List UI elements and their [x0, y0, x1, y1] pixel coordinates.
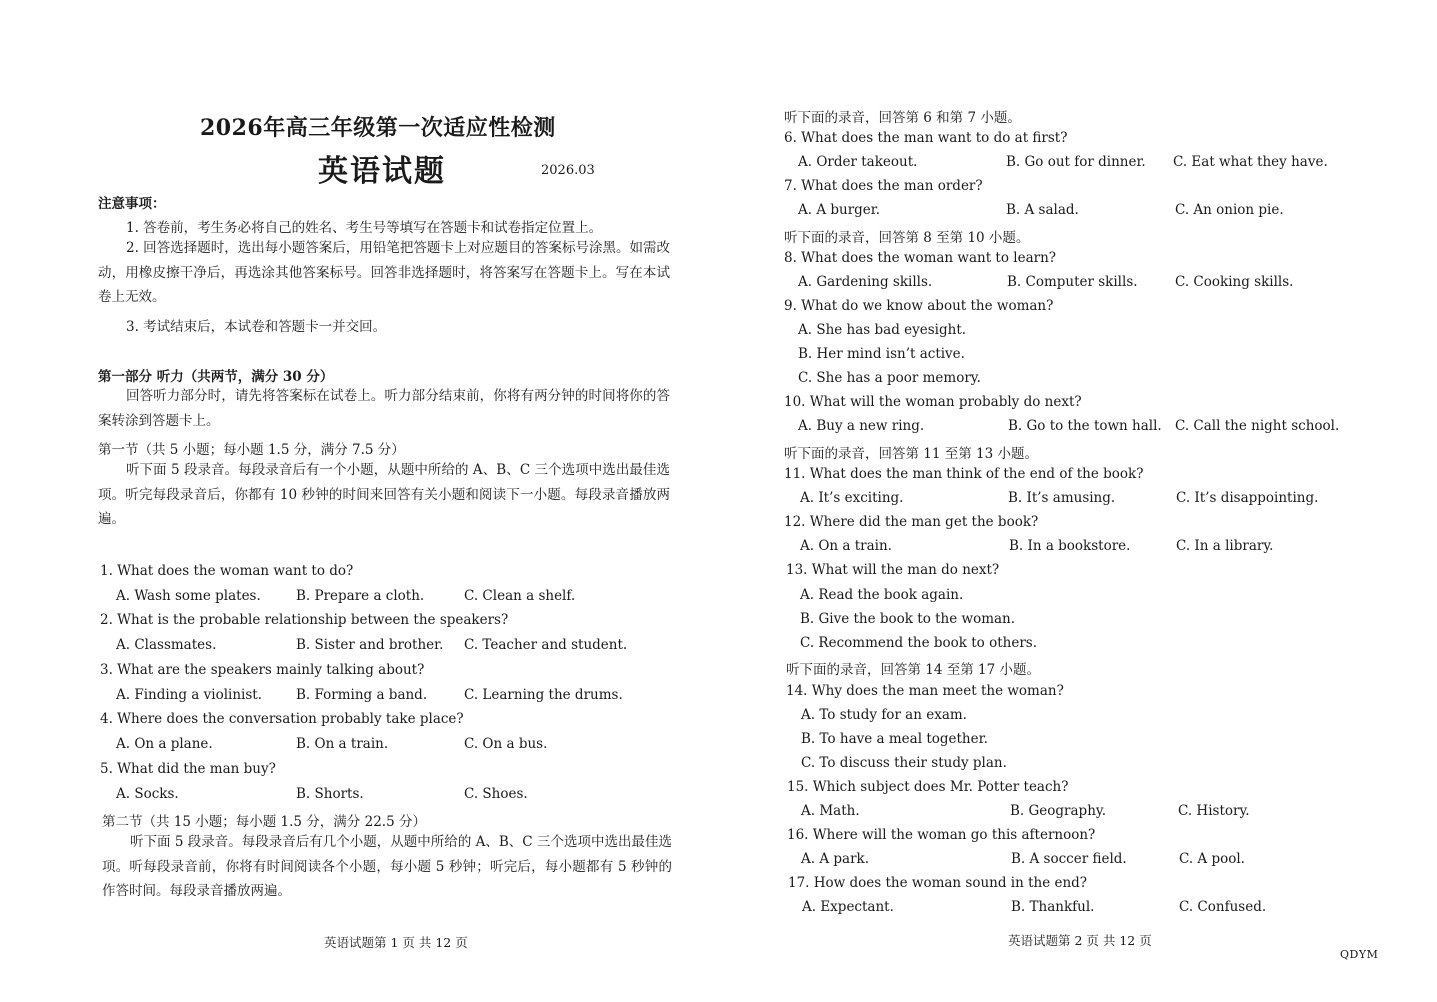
question-9-option-b: B. Her mind isn’t active.: [798, 346, 965, 362]
question-17-option-a: A. Expectant.: [802, 899, 894, 915]
question-8: 8. What does the woman want to learn?: [784, 250, 1057, 266]
question-1-option-c: C. Clean a shelf.: [464, 588, 576, 604]
question-10-option-b: B. Go to the town hall.: [1008, 418, 1162, 434]
question-17-option-c: C. Confused.: [1179, 899, 1267, 915]
page-1-footer: 英语试题第 1 页 共 12 页: [324, 935, 468, 950]
question-16-option-b: B. A soccer field.: [1011, 851, 1127, 867]
question-4-option-a: A. On a plane.: [116, 736, 213, 752]
notice-item-2: 2. 回答选择题时，选出每小题答案后，用铅笔把答题卡上对应题目的答案标号涂黑。如需改动，用橡皮擦干净后，再选涂其他答案标号。回答非选择题时，将答案写在答题卡上。写在本试卷上无效。: [98, 240, 670, 305]
section2-intro: 听下面 5 段录音。每段录音后有几个小题，从题中所给的 A、B、C 三个选项中选出最佳选项。听每段录音前，你将有时间阅读各个小题，每小题 5 秒钟；听完后，每小题都有 5 秒钟的作答时间。每段录音播放两遍。: [102, 834, 672, 899]
question-17: 17. How does the woman sound in the end?: [788, 875, 1088, 891]
question-2-option-a: A. Classmates.: [116, 637, 217, 653]
question-7-option-a: A. A burger.: [798, 202, 881, 218]
exam-page-1: [0, 0, 700, 1002]
question-1-option-b: B. Prepare a cloth.: [296, 588, 425, 604]
question-13: 13. What will the man do next?: [786, 562, 1000, 578]
question-2: 2. What is the probable relationship between the speakers?: [100, 612, 509, 628]
question-5-option-a: A. Socks.: [116, 786, 179, 802]
intro-q11-q13: 听下面的录音，回答第 11 至第 13 小题。: [784, 446, 1039, 462]
question-8-option-b: B. Computer skills.: [1007, 274, 1138, 290]
part1-intro: 回答听力部分时，请先将答案标在试卷上。听力部分结束前，你将有两分钟的时间将你的答案转涂到答题卡上。: [98, 388, 670, 429]
question-6-option-c: C. Eat what they have.: [1173, 154, 1328, 170]
question-9-option-c: C. She has a poor memory.: [798, 370, 981, 386]
question-15-option-b: B. Geography.: [1010, 803, 1107, 819]
question-7-option-b: B. A salad.: [1006, 202, 1079, 218]
exam-code: QDYM: [1340, 948, 1379, 961]
exam-subtitle: 英语试题: [318, 154, 446, 189]
question-9-option-a: A. She has bad eyesight.: [798, 322, 967, 338]
question-11-option-b: B. It’s amusing.: [1008, 490, 1116, 506]
question-3-option-a: A. Finding a violinist.: [116, 687, 263, 703]
question-16: 16. Where will the woman go this afternoon?: [787, 827, 1096, 843]
question-10-option-c: C. Call the night school.: [1175, 418, 1340, 434]
section1-heading: 第一节（共 5 小题；每小题 1.5 分，满分 7.5 分）: [98, 442, 405, 458]
question-6-option-a: A. Order takeout.: [798, 154, 918, 170]
question-5: 5. What did the man buy?: [100, 761, 276, 777]
question-8-option-a: A. Gardening skills.: [798, 274, 933, 290]
question-12-option-b: B. In a bookstore.: [1009, 538, 1131, 554]
question-4-option-c: C. On a bus.: [464, 736, 548, 752]
question-14-option-c: C. To discuss their study plan.: [801, 755, 1007, 771]
page-2-footer: 英语试题第 2 页 共 12 页: [1008, 933, 1152, 948]
question-7: 7. What does the man order?: [784, 178, 983, 194]
question-6: 6. What does the man want to do at first?: [784, 130, 1068, 146]
question-13-option-c: C. Recommend the book to others.: [800, 635, 1038, 651]
question-2-option-c: C. Teacher and student.: [464, 637, 628, 653]
intro-q6-q7: 听下面的录音，回答第 6 和第 7 小题。: [784, 110, 1021, 126]
section2-heading: 第二节（共 15 小题；每小题 1.5 分，满分 22.5 分）: [102, 814, 426, 830]
question-14: 14. Why does the man meet the woman?: [786, 683, 1064, 699]
question-16-option-a: A. A park.: [801, 851, 869, 867]
question-13-option-a: A. Read the book again.: [800, 587, 964, 603]
question-4-option-b: B. On a train.: [296, 736, 389, 752]
question-14-option-b: B. To have a meal together.: [801, 731, 988, 747]
section1-intro: 听下面 5 段录音。每段录音后有一个小题，从题中所给的 A、B、C 三个选项中选出最佳选项。听完每段录音后，你都有 10 秒钟的时间来回答有关小题和阅读下一小题。每段录音播放两遍。: [98, 462, 670, 527]
question-5-option-c: C. Shoes.: [464, 786, 528, 802]
exam-page-2: [700, 0, 1437, 1002]
question-11-option-c: C. It’s disappointing.: [1176, 490, 1319, 506]
intro-q14-q17: 听下面的录音，回答第 14 至第 17 小题。: [786, 662, 1041, 678]
question-14-option-a: A. To study for an exam.: [801, 707, 967, 723]
question-12-option-c: C. In a library.: [1176, 538, 1274, 554]
question-11: 11. What does the man think of the end of the book?: [784, 466, 1144, 482]
question-10-option-a: A. Buy a new ring.: [798, 418, 925, 434]
question-15-option-c: C. History.: [1178, 803, 1250, 819]
question-10: 10. What will the woman probably do next?: [784, 394, 1082, 410]
notice-item-1: 1. 答卷前，考生务必将自己的姓名、考生号等填写在答题卡和试卷指定位置上。: [126, 220, 603, 236]
question-9: 9. What do we know about the woman?: [784, 298, 1054, 314]
question-6-option-b: B. Go out for dinner.: [1006, 154, 1146, 170]
question-4: 4. Where does the conversation probably take place?: [100, 711, 464, 727]
question-15-option-a: A. Math.: [801, 803, 860, 819]
exam-date: 2026.03: [541, 163, 595, 178]
question-3-option-b: B. Forming a band.: [296, 687, 428, 703]
notice-heading: 注意事项：: [98, 196, 166, 212]
question-11-option-a: A. It’s exciting.: [800, 490, 904, 506]
question-1: 1. What does the woman want to do?: [100, 563, 354, 579]
question-3: 3. What are the speakers mainly talking about?: [100, 662, 425, 678]
question-16-option-c: C. A pool.: [1179, 851, 1245, 867]
question-15: 15. Which subject does Mr. Potter teach?: [787, 779, 1069, 795]
notice-item-3: 3. 考试结束后，本试卷和答题卡一并交回。: [126, 319, 387, 335]
question-5-option-b: B. Shorts.: [296, 786, 364, 802]
question-7-option-c: C. An onion pie.: [1175, 202, 1284, 218]
question-13-option-b: B. Give the book to the woman.: [800, 611, 1016, 627]
question-2-option-b: B. Sister and brother.: [296, 637, 444, 653]
question-1-option-a: A. Wash some plates.: [116, 588, 261, 604]
question-12-option-a: A. On a train.: [800, 538, 892, 554]
intro-q8-q10: 听下面的录音，回答第 8 至第 10 小题。: [784, 230, 1030, 246]
exam-title: 2026年高三年级第一次适应性检测: [200, 115, 556, 141]
question-3-option-c: C. Learning the drums.: [464, 687, 623, 703]
question-17-option-b: B. Thankful.: [1011, 899, 1095, 915]
part1-heading: 第一部分 听力（共两节，满分 30 分）: [98, 369, 334, 385]
question-8-option-c: C. Cooking skills.: [1175, 274, 1294, 290]
question-12: 12. Where did the man get the book?: [784, 514, 1039, 530]
